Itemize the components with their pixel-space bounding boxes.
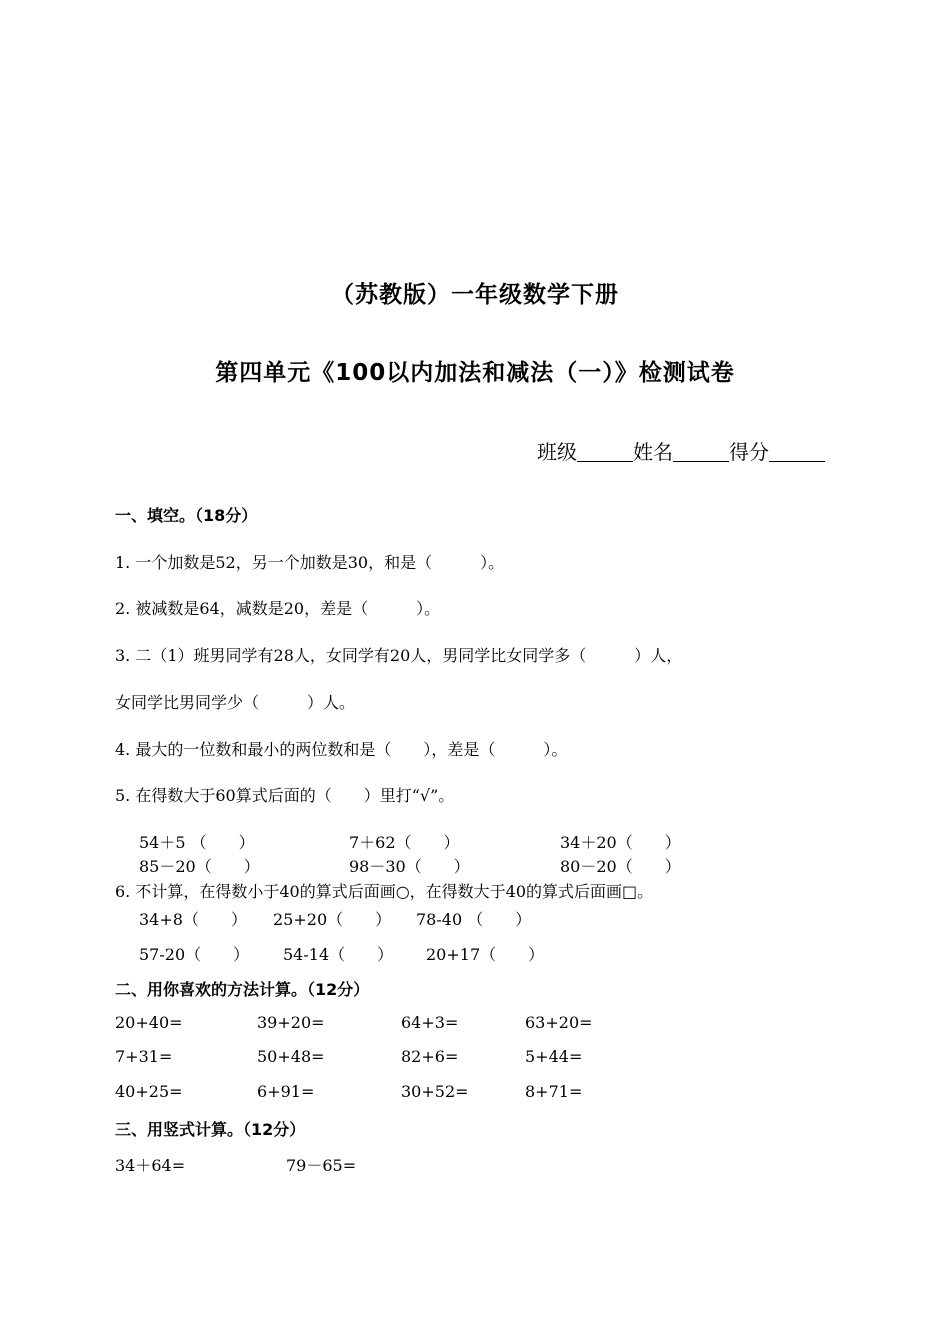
score-blank[interactable] xyxy=(769,441,825,462)
calc-item: 20+40= xyxy=(115,1013,183,1032)
q6-item: 78-40 （ ） xyxy=(416,910,532,929)
vertical-item: 79－65= xyxy=(286,1156,357,1175)
question-4: 4. 最大的一位数和最小的两位数和是（ ），差是（ ）。 xyxy=(115,740,568,759)
calc-item: 5+44= xyxy=(525,1047,583,1066)
q6-item: 57-20（ ） xyxy=(139,945,250,964)
question-1: 1. 一个加数是52，另一个加数是30，和是（ ）。 xyxy=(115,553,505,572)
calc-item: 63+20= xyxy=(525,1013,593,1032)
question-3-line2: 女同学比男同学少（ ）人。 xyxy=(115,693,356,712)
class-label: 班级 xyxy=(537,440,577,464)
question-2: 2. 被减数是64，减数是20，差是（ ）。 xyxy=(115,599,441,618)
section-1-heading: 一、填空。（18分） xyxy=(115,506,258,525)
calc-item: 50+48= xyxy=(257,1047,325,1066)
section-2-heading: 二、用你喜欢的方法计算。（12分） xyxy=(115,980,370,999)
score-label: 得分 xyxy=(729,440,769,464)
calc-item: 64+3= xyxy=(401,1013,459,1032)
q5-item: 34＋20（ ） xyxy=(560,833,681,852)
question-6: 6. 不计算，在得数小于40的算式后面画○，在得数大于40的算式后面画□。 xyxy=(115,882,654,901)
student-info xyxy=(537,436,825,465)
vertical-item: 34＋64= xyxy=(115,1156,186,1175)
name-blank[interactable] xyxy=(673,441,729,462)
calc-item: 82+6= xyxy=(401,1047,459,1066)
q5-item: 85－20（ ） xyxy=(139,857,260,876)
class-blank[interactable] xyxy=(577,441,633,462)
calc-item: 40+25= xyxy=(115,1082,183,1101)
calc-item: 8+71= xyxy=(525,1082,583,1101)
paper-subtitle: 第四单元《100以内加法和减法（一）》检测试卷 xyxy=(215,360,735,386)
q5-item: 54＋5 （ ） xyxy=(139,833,255,852)
name-label: 姓名 xyxy=(633,440,673,464)
calc-item: 6+91= xyxy=(257,1082,315,1101)
q6-item: 54-14（ ） xyxy=(283,945,394,964)
q5-item: 98－30（ ） xyxy=(349,857,470,876)
q6-item: 20+17（ ） xyxy=(426,945,545,964)
question-5: 5. 在得数大于60算式后面的（ ）里打“√”。 xyxy=(115,786,455,805)
section-3-heading: 三、用竖式计算。（12分） xyxy=(115,1120,306,1139)
q6-item: 25+20（ ） xyxy=(273,910,392,929)
calc-item: 7+31= xyxy=(115,1047,173,1066)
calc-item: 39+20= xyxy=(257,1013,325,1032)
question-3-line1: 3. 二（1）班男同学有28人，女同学有20人，男同学比女同学多（ ）人， xyxy=(115,646,683,665)
q6-item: 34+8（ ） xyxy=(139,910,247,929)
q5-item: 7＋62（ ） xyxy=(349,833,460,852)
q5-item: 80－20（ ） xyxy=(560,857,681,876)
calc-item: 30+52= xyxy=(401,1082,469,1101)
paper-title: （苏教版）一年级数学下册 xyxy=(331,282,619,308)
